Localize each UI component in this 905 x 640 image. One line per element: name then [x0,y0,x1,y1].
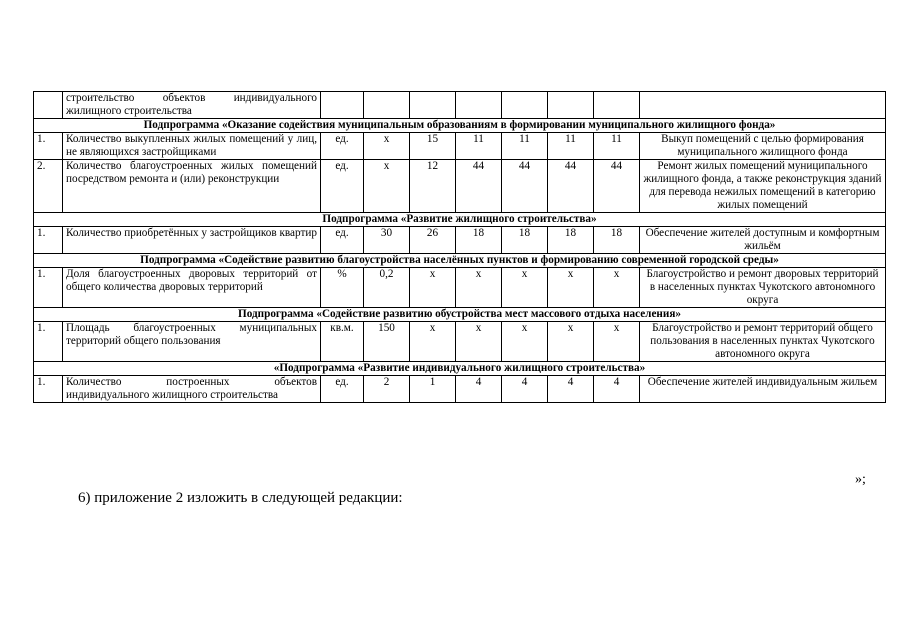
table-row: 1. Доля благоустроенных дворовых территорий от общего количества дворовых территорий % 0,2 х х х х х Благоустройство и ремонт дворовых территорий в населенных пунктах Чукотского автономного округа [34,268,886,308]
table-row: 2. Количество благоустроенных жилых помещений посредством ремонта и (или) реконструкции ед. х 12 44 44 44 44 Ремонт жилых помещений муниципального жилищного фонда, а также реконструкция зданий для перевода нежилых помещений в категорию жилых помещений [34,160,886,213]
table-row: 1. Количество выкупленных жилых помещений у лиц, не являющихся застройщиками ед. х 15 11 11 11 11 Выкуп помещений с целью формирования муниципального жилищного фонда [34,133,886,160]
section-header: «Подпрограмма «Развитие индивидуального жилищного строительства» [34,362,886,376]
table-row [34,92,886,119]
indicators-table [33,91,886,403]
body-paragraph: 6) приложение 2 изложить в следующей редакции: [78,490,403,506]
section-header: Подпрограмма «Содействие развитию обустройства мест массового отдыха населения» [34,308,886,322]
section-header: Подпрограмма «Развитие жилищного строительства» [34,213,886,227]
section-header: Подпрограмма «Оказание содействия муниципальным образованиям в формировании муниципального жилищного фонда» [34,119,886,133]
closing-quote-mark: »; [855,472,866,487]
table-row: 1. Количество построенных объектов индивидуального жилищного строительства ед. 2 1 4 4 4 4 Обеспечение жителей индивидуальным жильем [34,376,886,403]
section-header: Подпрограмма «Содействие развитию благоустройства населённых пунктов и формированию современной городской среды» [34,254,886,268]
table-row: 1. Площадь благоустроенных муниципальных территорий общего пользования кв.м. 150 х х х х х Благоустройство и ремонт территорий общего пользования в населенных пунктах Чукотского автономного округа [34,322,886,362]
indicator-name: строительство объектов индивидуального жилищного строительства [63,92,321,119]
table-row: 1. Количество приобретённых у застройщиков квартир ед. 30 26 18 18 18 18 Обеспечение жителей доступным и комфортным жильём [34,227,886,254]
